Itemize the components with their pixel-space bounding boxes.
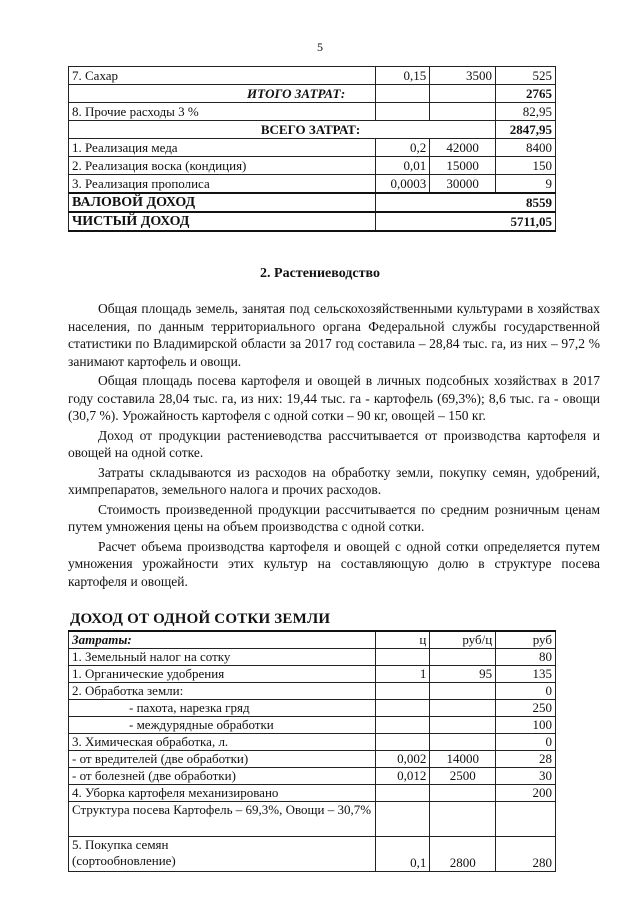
- row-label: - от вредителей (две обработки): [69, 751, 376, 768]
- unit-cell: 0,1: [376, 837, 430, 872]
- price-cell: [430, 683, 496, 700]
- body-text: [68, 300, 600, 592]
- paragraph: Общая площадь земель, занятая под сельскохозяйственными культурами в хозяйствах населения, по данным территориального органа Федеральной службы государственной статистики по Владимирской области за 2017 год составила – 28,84 тыс. га, из них – 97,2 % занимают картофель и овощи.: [68, 301, 600, 369]
- price-cell: [430, 717, 496, 734]
- table-row: [69, 717, 556, 734]
- price-cell: [430, 85, 496, 103]
- table-row: [69, 734, 556, 751]
- qty-cell: 0,2: [376, 139, 430, 157]
- table-title: ДОХОД ОТ ОДНОЙ СОТКИ ЗЕМЛИ: [70, 611, 331, 627]
- qty-cell: 0,01: [376, 157, 430, 175]
- table-row: [69, 67, 556, 85]
- table-row: [69, 139, 556, 157]
- sum-cell: 135: [496, 666, 556, 683]
- section-title: 2. Растениеводство: [260, 266, 380, 281]
- sum-cell: 30: [496, 768, 556, 785]
- sum-cell: 2765: [496, 85, 556, 103]
- unit-cell: 1: [376, 666, 430, 683]
- table-row: [69, 785, 556, 802]
- price-cell: 30000: [430, 175, 496, 194]
- row-label-text: 5. Покупка семян (сортообновление): [72, 837, 176, 868]
- unit-cell: [376, 700, 430, 717]
- table-row: [69, 683, 556, 700]
- sum-cell: 0: [496, 734, 556, 751]
- sum-cell: 9: [496, 175, 556, 194]
- plot-income-table: [68, 630, 556, 872]
- row-label: ИТОГО ЗАТРАТ:: [69, 85, 376, 103]
- sum-cell: 5711,05: [376, 212, 556, 231]
- sum-cell: 8559: [376, 193, 556, 212]
- unit-cell: 0,002: [376, 751, 430, 768]
- row-label: 1. Органические удобрения: [69, 666, 376, 683]
- table-row: [69, 666, 556, 683]
- sum-cell: 8400: [496, 139, 556, 157]
- sum-cell: 82,95: [496, 103, 556, 121]
- table-row: [69, 649, 556, 666]
- sum-cell: 200: [496, 785, 556, 802]
- qty-cell: 0,15: [376, 67, 430, 85]
- price-cell: [430, 103, 496, 121]
- apiary-cost-table: [68, 66, 556, 232]
- sum-cell: 2847,95: [496, 121, 556, 139]
- table-row-all-costs: [69, 121, 556, 139]
- row-label: 2. Реализация воска (кондиция): [69, 157, 376, 175]
- paragraph: Доход от продукции растениеводства рассчитывается от производства картофеля и овощей на одной сотке.: [68, 427, 600, 460]
- price-cell: 2500: [430, 768, 496, 785]
- header-unit: ц: [376, 631, 430, 649]
- unit-cell: [376, 785, 430, 802]
- table-row: [69, 103, 556, 121]
- paragraph: Общая площадь посева картофеля и овощей в личных подсобных хозяйствах в 2017 году составила 28,04 тыс. га, из них: 19,44 тыс. га - картофель (69,3%); 8,6 тыс. га - овощи (30,7 %). Урожайность картофеля с одной сотки – 90 кг, овощей – 150 кг.: [68, 373, 600, 423]
- table-row-net-income: [69, 212, 556, 231]
- paragraph: Стоимость произведенной продукции рассчитывается по средним розничным ценам путем умножения цены на объем производства с одной сотки.: [68, 501, 600, 534]
- price-cell: 95: [430, 666, 496, 683]
- qty-cell: [376, 103, 430, 121]
- header-sum: руб: [496, 631, 556, 649]
- price-cell: [430, 734, 496, 751]
- row-label: ВАЛОВОЙ ДОХОД: [69, 193, 376, 212]
- table-row: [69, 700, 556, 717]
- sum-cell: 80: [496, 649, 556, 666]
- row-label: ВСЕГО ЗАТРАТ:: [69, 121, 496, 139]
- sum-cell: 525: [496, 67, 556, 85]
- sum-cell: [496, 802, 556, 837]
- table-row: [69, 802, 556, 837]
- table-row: [69, 175, 556, 194]
- row-label: - пахота, нарезка гряд: [69, 700, 376, 717]
- row-label: 4. Уборка картофеля механизировано: [69, 785, 376, 802]
- row-label: 3. Реализация прополиса: [69, 175, 376, 194]
- page-number: 5: [317, 40, 323, 54]
- table-row-total-costs: [69, 85, 556, 103]
- row-label: - междурядные обработки: [69, 717, 376, 734]
- row-label: Структура посева Картофель – 69,3%, Овощи – 30,7%: [69, 802, 376, 837]
- sum-cell: 250: [496, 700, 556, 717]
- table-row-gross-income: [69, 193, 556, 212]
- price-cell: [430, 785, 496, 802]
- row-label: 1. Земельный налог на сотку: [69, 649, 376, 666]
- row-label: 2. Обработка земли:: [69, 683, 376, 700]
- row-label: [69, 837, 376, 872]
- unit-cell: [376, 649, 430, 666]
- table-header-row: [69, 631, 556, 649]
- row-label: - от болезней (две обработки): [69, 768, 376, 785]
- header-costs: Затраты:: [69, 631, 376, 649]
- sum-cell: 150: [496, 157, 556, 175]
- unit-cell: [376, 734, 430, 751]
- table-row: [69, 768, 556, 785]
- unit-cell: [376, 717, 430, 734]
- price-cell: [430, 700, 496, 717]
- price-cell: 42000: [430, 139, 496, 157]
- row-label: ЧИСТЫЙ ДОХОД: [69, 212, 376, 231]
- row-label: 7. Сахар: [69, 67, 376, 85]
- row-label: 8. Прочие расходы 3 %: [69, 103, 376, 121]
- row-label: 3. Химическая обработка, л.: [69, 734, 376, 751]
- price-cell: [430, 649, 496, 666]
- row-label: 1. Реализация меда: [69, 139, 376, 157]
- paragraph: Расчет объема производства картофеля и овощей с одной сотки определяется путем умножения урожайности этих культур на составляющую долю в структуре посева картофеля и овощей.: [68, 538, 600, 589]
- unit-cell: [376, 683, 430, 700]
- qty-cell: [376, 85, 430, 103]
- table-row: [69, 751, 556, 768]
- qty-cell: 0,0003: [376, 175, 430, 194]
- sum-cell: 100: [496, 717, 556, 734]
- price-cell: 14000: [430, 751, 496, 768]
- price-cell: 3500: [430, 67, 496, 85]
- unit-cell: [376, 802, 430, 837]
- unit-cell: 0,012: [376, 768, 430, 785]
- sum-cell: 28: [496, 751, 556, 768]
- price-cell: 2800: [430, 837, 496, 872]
- sum-cell: 0: [496, 683, 556, 700]
- price-cell: 15000: [430, 157, 496, 175]
- table-row: [69, 157, 556, 175]
- paragraph: Затраты складываются из расходов на обработку земли, покупку семян, удобрений, химпрепаратов, земельного налога и прочих расходов.: [68, 464, 600, 497]
- price-cell: [430, 802, 496, 837]
- sum-cell: 280: [496, 837, 556, 872]
- table-row: [69, 837, 556, 872]
- header-price: руб/ц: [430, 631, 496, 649]
